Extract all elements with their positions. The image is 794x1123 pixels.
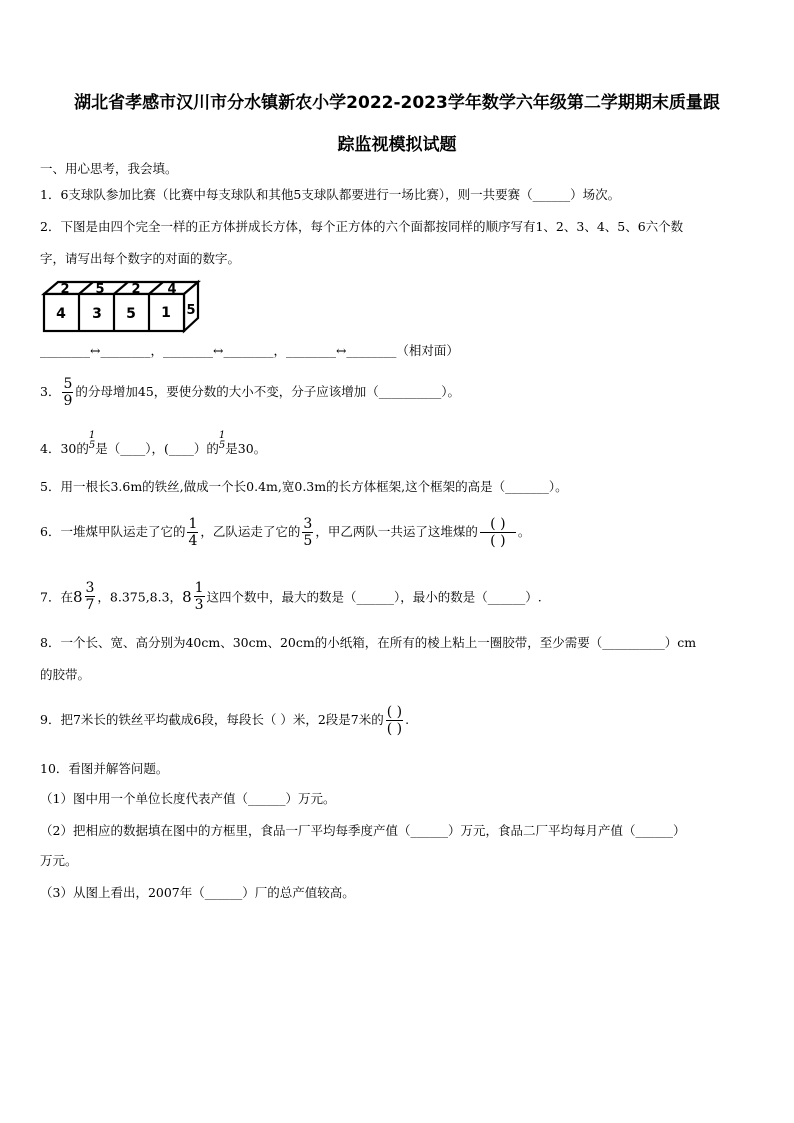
document-title-line1: 湖北省孝感市汉川市分水镇新农小学2022-2023学年数学六年级第二学期期末质量跟 — [74, 93, 720, 113]
cube-front-label: 4 — [56, 306, 66, 322]
q3-den: 9 — [63, 393, 73, 409]
question-7 — [40, 580, 756, 613]
q6-answer-den: ( ) — [490, 533, 506, 549]
question-10-3: （3）从图上看出，2007年（______）厂的总产值较高。 — [40, 885, 355, 900]
q4-part1: 4．30的 — [40, 441, 89, 456]
q3-prefix: 3． — [40, 384, 61, 399]
question-10-2-line2: 万元。 — [40, 853, 78, 868]
q7-m1-num: 3 — [85, 580, 95, 596]
q6-f2-den: 5 — [303, 533, 313, 549]
question-10: 10．看图并解答问题。 — [40, 761, 169, 776]
q6-part1: 6．一堆煤甲队运走了它的 — [40, 524, 186, 539]
q4-fraction-b-num: 1 — [218, 429, 226, 441]
cube-figure — [40, 278, 210, 336]
q7-m1-whole: 8 — [72, 587, 83, 606]
cube-top-label: 2 — [131, 282, 141, 297]
q6-f1-num: 1 — [188, 516, 198, 532]
cube-front-label: 3 — [92, 306, 102, 322]
question-8-line2: 的胶带。 — [40, 667, 91, 682]
question-2-answer: ________↔________，________↔________，________↔________（相对面） — [40, 343, 459, 358]
cube-top-label: 5 — [95, 282, 105, 297]
q7-part3: 这四个数中，最大的数是（______），最小的数是（______）. — [206, 589, 542, 605]
q7-m2-whole: 8 — [182, 587, 192, 606]
q6-part3: ，甲乙两队一共运了这堆煤的 — [315, 524, 478, 539]
question-6 — [40, 516, 756, 549]
q7-m2-fraction — [194, 580, 205, 613]
q7-mixed-1 — [73, 580, 97, 613]
question-3 — [40, 376, 756, 409]
q6-part4: 。 — [517, 524, 531, 539]
q4-fraction-b-den: 5 — [218, 439, 226, 451]
question-9 — [40, 704, 756, 737]
question-2-line1: 2．下图是由四个完全一样的正方体拼成长方体，每个正方体的六个面都按同样的顺序写有1、2、3、4、5、6六个数 — [40, 219, 684, 234]
q6-f2-num: 3 — [303, 516, 313, 532]
document-title-line2: 踪监视模拟试题 — [337, 135, 457, 155]
cube-front-label: 1 — [161, 305, 171, 321]
q7-m2-num: 1 — [194, 580, 204, 596]
q7-m1-den: 7 — [85, 597, 95, 613]
question-5: 5．用一根长3.6m的铁丝,做成一个长0.4m,宽0.3m的长方体框架,这个框架的高是（_______）。 — [40, 479, 568, 494]
q7-part2: ，8.375,8.3， — [97, 589, 183, 605]
q6-answer-num: ( ) — [480, 516, 516, 533]
q4-part2: 是（____），(____）的 — [95, 441, 219, 456]
cube-top-label: 2 — [60, 282, 70, 297]
cube-top-label: 4 — [167, 282, 177, 297]
q9-answer-den: ( ) — [386, 721, 403, 737]
q6-fraction-2 — [302, 516, 313, 549]
q9-answer-fraction — [386, 704, 403, 737]
q3-fraction — [62, 376, 73, 409]
q4-fraction-a-den: 5 — [88, 439, 96, 451]
q3-num: 5 — [63, 376, 73, 392]
question-8-line1: 8．一个长、宽、高分别为40cm、30cm、20cm的小纸箱，在所有的棱上粘上一圈胶带，至少需要（__________）cm — [40, 635, 697, 650]
section-heading: 一、用心思考，我会填。 — [40, 161, 178, 176]
q6-fraction-1 — [187, 516, 198, 549]
question-10-2-line1: （2）把相应的数据填在图中的方框里，食品一厂平均每季度产值（______）万元，食品二厂平均每月产值（______） — [40, 823, 686, 838]
q6-f1-den: 4 — [188, 533, 198, 549]
q6-answer-fraction — [480, 516, 516, 549]
q3-text: 的分母增加45，要使分数的大小不变，分子应该增加（__________）。 — [75, 384, 461, 399]
question-1: 1．6支球队参加比赛（比赛中每支球队和其他5支球队都要进行一场比赛），则一共要赛（______）场次。 — [40, 187, 621, 202]
cube-side-label: 5 — [186, 303, 196, 318]
q7-part1: 7．在 — [40, 589, 73, 605]
q4-part3: 是30。 — [225, 441, 267, 456]
q7-mixed-2 — [182, 580, 206, 613]
question-4 — [40, 429, 756, 458]
question-10-1: （1）图中用一个单位长度代表产值（______）万元。 — [40, 791, 336, 806]
q7-m1-fraction — [85, 580, 96, 613]
q9-answer-num: ( ) — [386, 704, 403, 720]
q6-part2: ，乙队运走了它的 — [200, 524, 301, 539]
q4-fraction-a-num: 1 — [88, 429, 96, 441]
q9-part2: . — [405, 712, 410, 727]
q9-part1: 9．把7米长的铁丝平均截成6段，每段长（ ）米，2段是7米的 — [40, 712, 384, 727]
cube-front-label: 5 — [126, 306, 136, 322]
question-2-line2: 字，请写出每个数字的对面的数字。 — [40, 251, 241, 266]
q7-m2-den: 3 — [194, 597, 204, 613]
